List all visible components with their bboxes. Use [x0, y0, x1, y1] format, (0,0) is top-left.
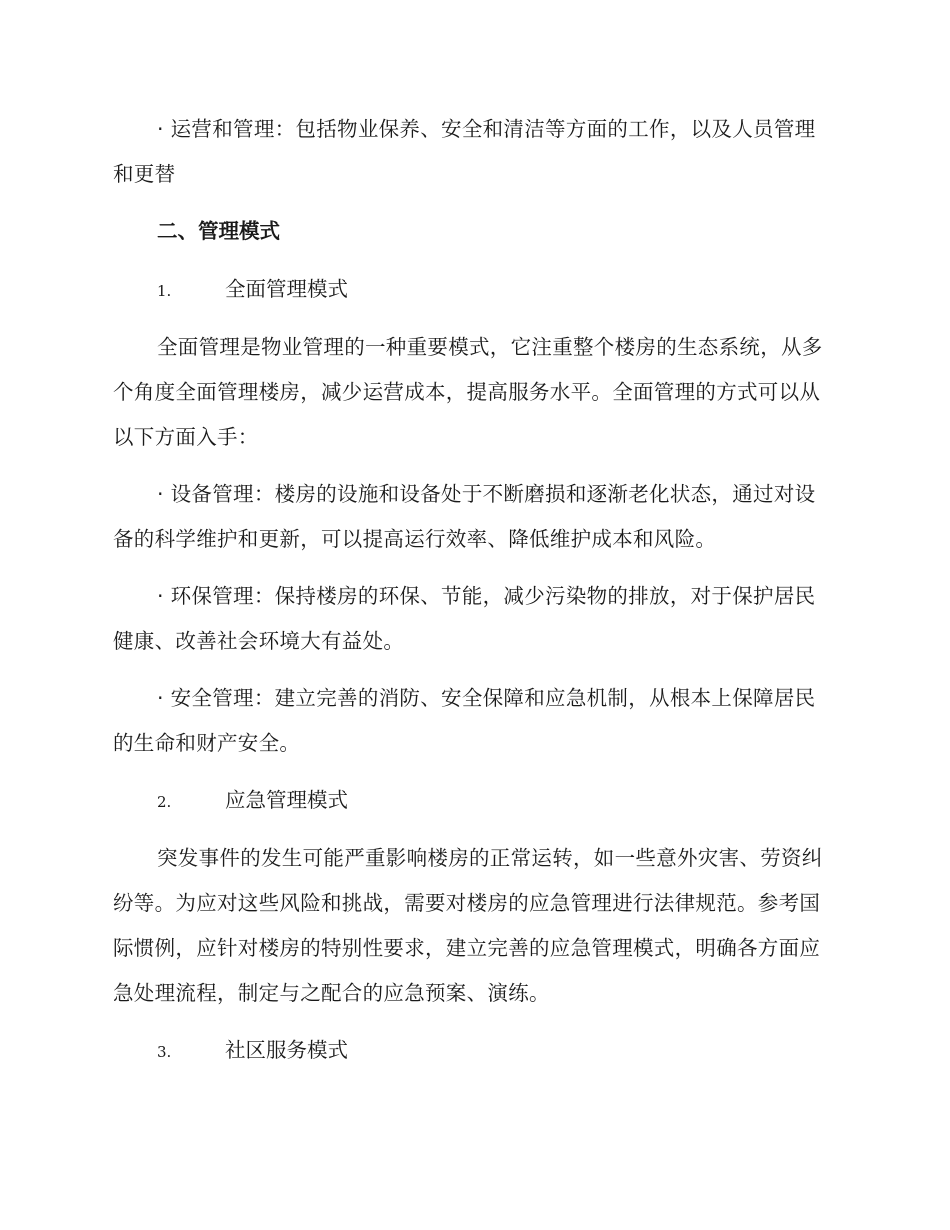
- paragraph-emergency-management: 突发事件的发生可能严重影响楼房的正常运转，如一些意外灾害、劳资纠纷等。为应对这些风险和挑战，需要对楼房的应急管理进行法律规范。参考国际惯例，应针对楼房的特别性要求，建立完善的应急管理模式，明确各方面应急处理流程，制定与之配合的应急预案、演练。: [113, 846, 823, 1005]
- list-item-1-title: 全面管理模式: [225, 277, 348, 301]
- list-item-2-title: 应急管理模式: [225, 788, 348, 812]
- list-item-2: [157, 785, 348, 817]
- paragraph-full-management: 全面管理是物业管理的一种重要模式，它注重整个楼房的生态系统，从多个角度全面管理楼房，减少运营成本，提高服务水平。全面管理的方式可以从以下方面入手：: [113, 335, 823, 449]
- list-item-3: [157, 1035, 348, 1067]
- section-heading-management-mode: 二、管理模式: [157, 219, 280, 243]
- list-item-3-number: 3.: [157, 1043, 172, 1061]
- paragraph-environmental-management: · 环保管理：保持楼房的环保、节能，减少污染物的排放，对于保护居民健康、改善社会环境大有益处。: [113, 584, 816, 653]
- list-item-3-title: 社区服务模式: [225, 1038, 348, 1062]
- list-item-1-number: 1.: [157, 282, 172, 300]
- paragraph-equipment-management: · 设备管理：楼房的设施和设备处于不断磨损和逐渐老化状态，通过对设备的科学维护和更新，可以提高运行效率、降低维护成本和风险。: [113, 482, 816, 551]
- paragraph-safety-management: · 安全管理：建立完善的消防、安全保障和应急机制，从根本上保障居民的生命和财产安全。: [113, 686, 816, 755]
- list-item-1: [157, 274, 348, 306]
- paragraph-operations-management: · 运营和管理：包括物业保养、安全和清洁等方面的工作，以及人员管理和更替: [113, 117, 816, 186]
- list-item-2-number: 2.: [157, 793, 172, 811]
